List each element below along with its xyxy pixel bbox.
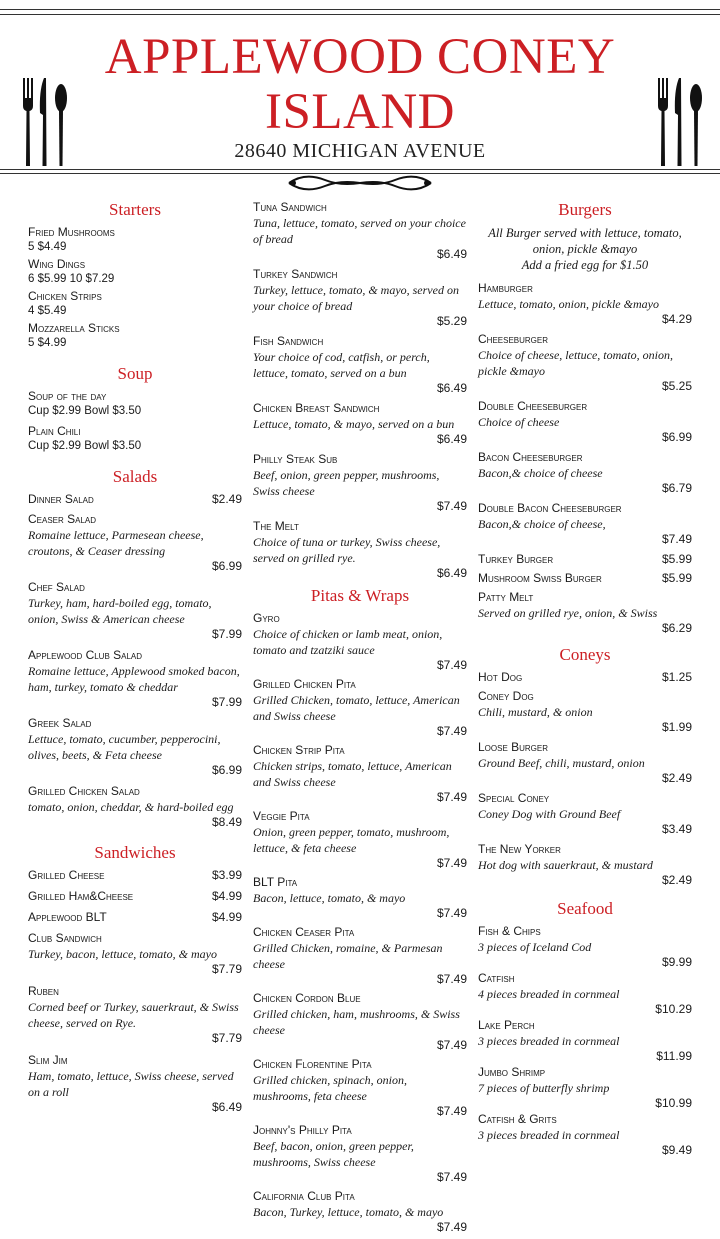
menu-item: [478, 1065, 692, 1112]
item-description: [253, 1204, 467, 1220]
item-price: $6.79: [661, 481, 692, 495]
item-price: $6.49: [211, 1100, 242, 1114]
price-line: [28, 559, 242, 575]
menu-item: [478, 281, 692, 328]
menu-item: [28, 931, 242, 978]
item-description: [478, 986, 692, 1002]
menu-item: [478, 450, 692, 497]
menu-item: [478, 1018, 692, 1065]
menu-item: [478, 971, 692, 1018]
item-description-text: Lettuce, tomato, cucumber, pepperocini, olives, beets, & Feta cheese: [28, 732, 221, 762]
item-name: California Club Pita: [253, 1189, 355, 1203]
burgers-title: Burgers: [558, 200, 612, 219]
item-price: $7.49: [436, 1104, 467, 1118]
item-price: $7.79: [211, 1031, 242, 1045]
item-price: $7.49: [436, 1038, 467, 1052]
item-name: Coney Dog: [478, 689, 534, 703]
item-description-text: Tuna, lettuce, tomato, served on your choice of bread: [253, 216, 466, 246]
item-price: $8.49: [211, 815, 242, 829]
address: 28640 MICHIGAN AVENUE: [234, 140, 486, 162]
menu-item: [478, 924, 692, 971]
menu-item: [28, 910, 242, 925]
item-name: Fish & Chips: [478, 924, 541, 938]
item-description-text: Romaine lettuce, Applewood smoked bacon, ham, turkey, tomato & cheddar: [28, 664, 240, 694]
price-line: [478, 379, 692, 395]
menu-item: [478, 332, 692, 395]
menu-item: [253, 991, 467, 1054]
item-description-text: Beef, onion, green pepper, mushrooms, Swiss cheese: [253, 468, 440, 498]
item-description-text: Bacon, lettuce, tomato, & mayo: [253, 891, 406, 905]
item-price: $6.99: [211, 763, 242, 777]
menu-item: [253, 677, 467, 740]
item-description: [478, 806, 692, 822]
item-description-text: Beef, bacon, onion, green pepper, mushrooms, Swiss cheese: [253, 1139, 414, 1169]
item-description: [478, 516, 692, 532]
item-description: [253, 282, 467, 314]
item-description-text: Your choice of cod, catfish, or perch, lettuce, tomato, served on a bun: [253, 350, 430, 380]
menu-item: [28, 389, 242, 418]
item-description: [28, 595, 242, 627]
item-name: Ceaser Salad: [28, 512, 97, 526]
item-description: [253, 349, 467, 381]
menu-item: [253, 1189, 467, 1236]
menu-item: [28, 868, 242, 883]
menu-item: [253, 809, 467, 872]
item-price: $10.29: [655, 1002, 692, 1016]
price-line: [28, 695, 242, 711]
title-line-2: ISLAND: [265, 84, 455, 140]
menu-item: [28, 321, 242, 350]
item-description: [253, 1138, 467, 1170]
item-name: The Melt: [253, 519, 299, 533]
price-line: [478, 771, 692, 787]
starters-title: Starters: [109, 200, 161, 219]
item-description: [253, 758, 467, 790]
item-name: Hamburger: [478, 281, 533, 295]
item-name: Grilled Chicken Pita: [253, 677, 356, 691]
item-name: Jumbo Shrimp: [478, 1065, 546, 1079]
item-description-text: Choice of cheese, lettuce, tomato, onion, pickle &mayo: [478, 348, 673, 378]
menu-item: [253, 267, 467, 330]
item-description: [478, 704, 692, 720]
item-description: [253, 692, 467, 724]
item-name: Soup of the day: [28, 389, 107, 403]
item-price: $7.49: [436, 790, 467, 804]
menu-item: [478, 740, 692, 787]
column-middle: [253, 200, 467, 1239]
item-name: Mozzarella Sticks: [28, 321, 120, 335]
item-name: Catfish: [478, 971, 515, 985]
item-name: Gyro: [253, 611, 280, 625]
price-line: [478, 1143, 692, 1159]
cutlery-icon-left: [20, 78, 72, 168]
burgers-note: All Burger served with lettuce, tomato, onion, pickle &mayo Add a fried egg for $1.50: [488, 226, 682, 272]
item-description-text: Served on grilled rye, onion, & Swiss: [478, 606, 658, 620]
item-description-text: Grilled Chicken, tomato, lettuce, American and Swiss cheese: [253, 693, 460, 723]
menu-item: [253, 1057, 467, 1120]
item-description-text: Coney Dog with Ground Beef: [478, 807, 621, 821]
menu-item: [28, 289, 242, 318]
menu-item: [28, 984, 242, 1047]
item-price: $7.99: [211, 695, 242, 709]
item-description-text: tomato, onion, cheddar, & hard-boiled egg: [28, 800, 234, 814]
item-price: $1.25: [661, 670, 692, 684]
item-description-text: Bacon,& choice of cheese: [478, 466, 603, 480]
item-name: Special Coney: [478, 791, 550, 805]
item-description-text: Grilled Chicken, romaine, & Parmesan cheese: [253, 941, 443, 971]
item-description-text: 7 pieces of butterfly shrimp: [478, 1081, 610, 1095]
item-description: [478, 605, 692, 621]
price-line: [253, 432, 467, 448]
item-name: Chicken Strips: [28, 289, 102, 303]
item-description: [478, 465, 692, 481]
item-description-text: Romaine lettuce, Parmesean cheese, croutons, & Ceaser dressing: [28, 528, 204, 558]
item-price: $3.99: [211, 868, 242, 882]
item-name: Applewood BLT: [28, 910, 107, 924]
menu-item: [28, 512, 242, 575]
menu-item: [478, 842, 692, 889]
pitas-title: Pitas & Wraps: [310, 586, 410, 605]
item-description-text: Ham, tomato, lettuce, Swiss cheese, served on a roll: [28, 1069, 234, 1099]
price-line: [253, 1038, 467, 1054]
item-name: Applewood Club Salad: [28, 648, 143, 662]
item-description: [478, 939, 692, 955]
item-name: Club Sandwich: [28, 931, 102, 945]
price-line: [253, 1220, 467, 1236]
item-price: $9.49: [661, 1143, 692, 1157]
item-name: Chicken Strip Pita: [253, 743, 345, 757]
item-price: $5.25: [661, 379, 692, 393]
item-description: [28, 799, 242, 815]
item-description-text: Bacon, Turkey, lettuce, tomato, & mayo: [253, 1205, 444, 1219]
item-description: [253, 890, 467, 906]
price-line: [253, 972, 467, 988]
item-description-text: 3 pieces breaded in cornmeal: [478, 1128, 620, 1142]
menu-item: [28, 257, 242, 286]
item-name: Hot Dog: [478, 670, 523, 684]
column-left: [28, 200, 242, 1122]
top-rule: [0, 9, 720, 10]
item-price: $4.29: [661, 312, 692, 326]
item-description: [478, 755, 692, 771]
item-description-text: Turkey, ham, hard-boiled egg, tomato, onion, Swiss & American cheese: [28, 596, 212, 626]
price-line: [253, 381, 467, 397]
item-description: [253, 416, 467, 432]
item-description: [478, 414, 692, 430]
item-name: Tuna Sandwich: [253, 200, 327, 214]
item-name: Fried Mushrooms: [28, 225, 115, 239]
item-description: [253, 1072, 467, 1104]
item-name: Double Bacon Cheeseburger: [478, 501, 622, 515]
item-description-text: 4 pieces breaded in cornmeal: [478, 987, 620, 1001]
item-name: Ruben: [28, 984, 59, 998]
item-price: $1.99: [661, 720, 692, 734]
item-name: Greek Salad: [28, 716, 92, 730]
item-description-text: Lettuce, tomato, & mayo, served on a bun: [253, 417, 455, 431]
item-price: $3.49: [661, 822, 692, 836]
item-name: BLT Pita: [253, 875, 298, 889]
item-price: $2.49: [211, 492, 242, 506]
price-line: [253, 1104, 467, 1120]
price-line: [478, 1049, 692, 1065]
menu-item: [253, 334, 467, 397]
item-description-text: Grilled chicken, spinach, onion, mushrooms, feta cheese: [253, 1073, 407, 1103]
item-price: $11.99: [656, 1049, 692, 1063]
item-price: Cup $2.99 Bowl $3.50: [28, 440, 142, 452]
item-description: [478, 296, 692, 312]
item-name: Grilled Ham&Cheese: [28, 889, 134, 903]
item-description-text: Turkey, bacon, lettuce, tomato, & mayo: [28, 947, 217, 961]
item-price: $6.99: [661, 430, 692, 444]
item-description-text: 3 pieces breaded in cornmeal: [478, 1034, 620, 1048]
item-description-text: Grilled chicken, ham, mushrooms, & Swiss cheese: [253, 1007, 460, 1037]
price-line: [478, 822, 692, 838]
sandwiches-title: Sandwiches: [94, 843, 176, 862]
item-name: Fish Sandwich: [253, 334, 324, 348]
item-description: [478, 347, 692, 379]
item-name: Chef Salad: [28, 580, 85, 594]
item-price: $10.99: [655, 1096, 692, 1110]
item-price: $6.49: [436, 381, 467, 395]
item-description-text: Chili, mustard, & onion: [478, 705, 593, 719]
item-description: [478, 857, 692, 873]
price-line: [478, 430, 692, 446]
item-description: [28, 999, 242, 1031]
item-price: $4.99: [211, 910, 242, 924]
item-description-text: Lettuce, tomato, onion, pickle &mayo: [478, 297, 659, 311]
item-price: $5.29: [436, 314, 467, 328]
item-name: Turkey Sandwich: [253, 267, 338, 281]
item-name: Chicken Florentine Pita: [253, 1057, 372, 1071]
menu-item: [478, 670, 692, 685]
item-description: [253, 940, 467, 972]
menu-item: [28, 648, 242, 711]
price-line: [478, 621, 692, 637]
top-rule-inner: [0, 14, 720, 15]
title-line-1: APPLEWOOD CONEY: [104, 29, 616, 85]
item-description: [478, 1033, 692, 1049]
item-description-text: 3 pieces of Iceland Cod: [478, 940, 592, 954]
item-name: Double Cheeseburger: [478, 399, 588, 413]
menu-item: [28, 492, 242, 507]
soup-title: Soup: [117, 364, 153, 383]
item-price: $5.99: [661, 552, 692, 566]
menu-item: [28, 1053, 242, 1116]
item-description: [253, 467, 467, 499]
price-line: [253, 906, 467, 922]
price-line: [478, 532, 692, 548]
price-line: [28, 962, 242, 978]
item-description-text: Choice of tuna or turkey, Swiss cheese, served on grilled rye.: [253, 535, 441, 565]
price-line: [253, 314, 467, 330]
price-line: [253, 247, 467, 263]
menu-item: [28, 716, 242, 779]
menu-item: [478, 571, 692, 586]
menu-item: [253, 611, 467, 674]
coneys-title: Coneys: [559, 645, 611, 664]
item-price: $6.99: [211, 559, 242, 573]
item-price: 4 $5.49: [28, 305, 67, 317]
item-price: $7.49: [436, 906, 467, 920]
menu-item: [478, 590, 692, 637]
menu-item: [28, 784, 242, 831]
menu-item: [253, 200, 467, 263]
price-line: [28, 627, 242, 643]
price-line: [253, 499, 467, 515]
item-price: $9.99: [661, 955, 692, 969]
price-line: [478, 720, 692, 736]
item-description: [28, 663, 242, 695]
item-name: Loose Burger: [478, 740, 549, 754]
item-description: [253, 215, 467, 247]
item-description: [478, 1127, 692, 1143]
item-name: Veggie Pita: [253, 809, 310, 823]
price-line: [28, 1031, 242, 1047]
item-name: Chicken Cordon Blue: [253, 991, 361, 1005]
menu-item: [253, 1123, 467, 1186]
price-line: [478, 481, 692, 497]
menu-item: [253, 519, 467, 582]
item-description: [28, 946, 242, 962]
item-price: $7.79: [211, 962, 242, 976]
item-price: $6.49: [436, 432, 467, 446]
item-name: Slim Jim: [28, 1053, 68, 1067]
item-name: Dinner Salad: [28, 492, 94, 506]
salads-title: Salads: [112, 467, 158, 486]
item-description: [253, 1006, 467, 1038]
price-line: [253, 724, 467, 740]
menu-item: [28, 225, 242, 254]
header-rule: [0, 169, 720, 170]
item-name: Turkey Burger: [478, 552, 554, 566]
item-description-text: Ground Beef, chili, mustard, onion: [478, 756, 645, 770]
item-description: [253, 824, 467, 856]
price-line: [478, 955, 692, 971]
cutlery-icon-right: [655, 78, 707, 168]
item-description: [253, 626, 467, 658]
menu-item: [253, 875, 467, 922]
item-description-text: Corned beef or Turkey, sauerkraut, & Swiss cheese, served on Rye.: [28, 1000, 239, 1030]
menu-item: [253, 743, 467, 806]
item-name: Catfish & Grits: [478, 1112, 557, 1126]
menu-item: [28, 424, 242, 453]
item-price: $7.99: [211, 627, 242, 641]
item-price: $6.49: [436, 566, 467, 580]
item-name: Bacon Cheeseburger: [478, 450, 583, 464]
menu-item: [253, 401, 467, 448]
item-price: $7.49: [436, 724, 467, 738]
item-price: $7.49: [436, 856, 467, 870]
item-name: Cheeseburger: [478, 332, 549, 346]
item-name: Grilled Cheese: [28, 868, 105, 882]
item-price: $6.29: [661, 621, 692, 635]
item-price: $7.49: [436, 1220, 467, 1234]
item-description-text: Choice of chicken or lamb meat, onion, tomato and tzatziki sauce: [253, 627, 443, 657]
price-line: [28, 1100, 242, 1116]
menu-item: [478, 1112, 692, 1159]
menu-item: [478, 689, 692, 736]
item-price: 5 $4.99: [28, 337, 67, 349]
price-line: [28, 763, 242, 779]
price-line: [478, 873, 692, 889]
menu-item: [478, 791, 692, 838]
item-price: $4.99: [211, 889, 242, 903]
price-line: [253, 566, 467, 582]
item-price: $7.49: [436, 1170, 467, 1184]
menu-item: [478, 501, 692, 548]
item-description: [28, 527, 242, 559]
menu-item: [478, 552, 692, 567]
item-name: Lake Perch: [478, 1018, 535, 1032]
item-price: Cup $2.99 Bowl $3.50: [28, 405, 142, 417]
price-line: [253, 658, 467, 674]
item-price: $7.49: [436, 499, 467, 513]
item-price: $2.49: [661, 771, 692, 785]
item-price: 5 $4.49: [28, 241, 67, 253]
seafood-title: Seafood: [557, 899, 613, 918]
item-name: Johnny's Philly Pita: [253, 1123, 352, 1137]
item-name: Philly Steak Sub: [253, 452, 338, 466]
item-name: The New Yorker: [478, 842, 561, 856]
item-description-text: Chicken strips, tomato, lettuce, American and Swiss cheese: [253, 759, 452, 789]
item-name: Mushroom Swiss Burger: [478, 571, 602, 585]
menu-item: [253, 452, 467, 515]
item-description: [28, 1068, 242, 1100]
price-line: [253, 856, 467, 872]
column-right: [478, 200, 692, 1159]
item-price: $5.99: [661, 571, 692, 585]
price-line: [28, 815, 242, 831]
item-description-text: Turkey, lettuce, tomato, & mayo, served on your choice of bread: [253, 283, 459, 313]
menu-item: [28, 580, 242, 643]
item-name: Chicken Ceaser Pita: [253, 925, 355, 939]
item-name: Wing Dings: [28, 257, 86, 271]
restaurant-title: [90, 30, 630, 140]
item-name: Patty Melt: [478, 590, 534, 604]
item-description: [253, 534, 467, 566]
item-description-text: Hot dog with sauerkraut, & mustard: [478, 858, 653, 872]
flourish-ornament: [285, 172, 435, 194]
item-name: Plain Chili: [28, 424, 81, 438]
price-line: [478, 1002, 692, 1018]
menu-item: [478, 399, 692, 446]
item-description-text: Onion, green pepper, tomato, mushroom, lettuce, & feta cheese: [253, 825, 450, 855]
item-name: Grilled Chicken Salad: [28, 784, 140, 798]
menu-item: [253, 925, 467, 988]
item-price: 6 $5.99 10 $7.29: [28, 273, 115, 285]
item-name: Chicken Breast Sandwich: [253, 401, 380, 415]
item-description: [28, 731, 242, 763]
item-description: [478, 1080, 692, 1096]
price-line: [478, 1096, 692, 1112]
price-line: [253, 1170, 467, 1186]
price-line: [478, 312, 692, 328]
item-price: $7.49: [661, 532, 692, 546]
item-description-text: Bacon,& choice of cheese,: [478, 517, 606, 531]
menu-item: [28, 889, 242, 904]
item-price: $2.49: [661, 873, 692, 887]
price-line: [253, 790, 467, 806]
item-price: $7.49: [436, 972, 467, 986]
item-description-text: Choice of cheese: [478, 415, 560, 429]
item-price: $6.49: [436, 247, 467, 261]
item-price: $7.49: [436, 658, 467, 672]
